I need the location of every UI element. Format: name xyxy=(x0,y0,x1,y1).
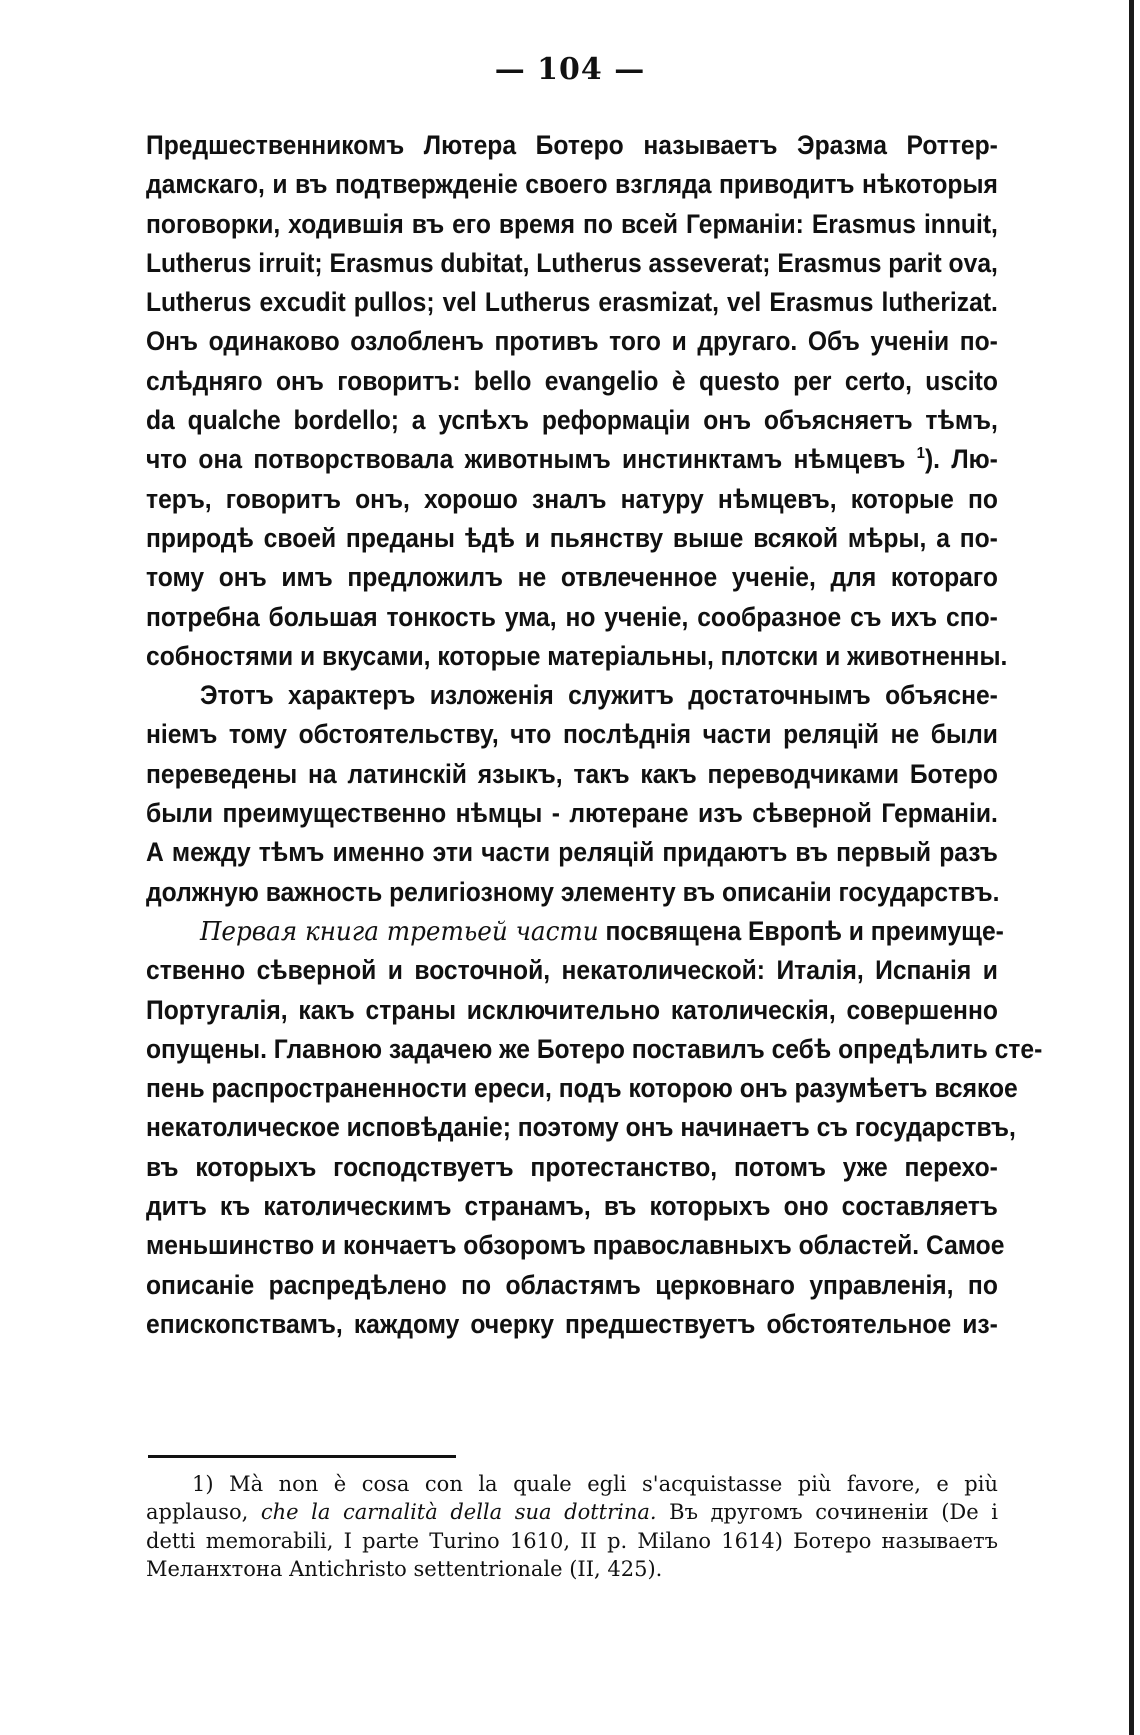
text-line: въ которыхъ господствуетъ протестанство, потомъ уже перехо- xyxy=(146,1151,998,1182)
text-line: Португалія, какъ страны исключительно католическія, совершенно xyxy=(146,994,998,1025)
text-line: поговорки, ходившія въ его время по всей Германіи: Erasmus innuit, xyxy=(146,208,998,239)
text-line: Lutherus excudit pullos; vel Lutherus erasmizat, vel Erasmus lutherizat. xyxy=(146,287,998,318)
text-line: слѣдняго онъ говоритъ: bello evangelio è questo per certo, uscito xyxy=(146,365,998,396)
text-line-with-footnote-ref xyxy=(146,440,998,479)
text-line: переведены на латинскій языкъ, такъ какъ переводчиками Ботеро xyxy=(146,758,998,789)
text-line: Lutherus irruit; Erasmus dubitat, Lutherus asseverat; Erasmus parit ova, xyxy=(146,247,998,278)
text-fragment: что она потворствовала животнымъ инстинктамъ нѣмцевъ xyxy=(146,444,906,475)
text-fragment: ). Лю- xyxy=(924,444,998,475)
text-line: природѣ своей преданы ѣдѣ и пьянству выше всякой мѣры, а по- xyxy=(146,522,998,553)
footnote-line: Меланхтона Antichristo settentrionale (II, 425). xyxy=(146,1556,663,1581)
text-line: описаніе распредѣлено по областямъ церковнаго управленія, по xyxy=(146,1269,998,1300)
text-line: Предшественникомъ Лютера Ботеро называетъ Эразма Роттер- xyxy=(146,130,998,160)
text-line: были преимущественно нѣмцы - лютеране изъ сѣверной Германіи. xyxy=(146,798,998,829)
text-line: опущены. Главною задачею же Ботеро поставилъ себѣ опредѣлить сте- xyxy=(146,1033,1043,1064)
text-fragment: посвящена Европѣ и преимуще- xyxy=(598,915,1004,946)
text-line: потребна большая тонкость ума, но ученіе, сообразное съ ихъ спо- xyxy=(146,601,998,632)
text-line: некатолическое исповѣданіе; поэтому онъ начинаетъ съ государствъ, xyxy=(146,1112,1016,1143)
text-line: А между тѣмъ именно эти части реляцій придаютъ въ первый разъ xyxy=(146,837,998,868)
footnote-mark: 1) xyxy=(192,1472,214,1496)
footnote xyxy=(146,1470,998,1583)
main-text xyxy=(146,126,1043,1344)
text-fragment: applauso, xyxy=(146,1500,261,1525)
text-line: должную важность религіозному элементу въ описаніи государствъ. xyxy=(146,876,1000,907)
footnote-line xyxy=(146,1498,998,1526)
text-line: дитъ къ католическимъ странамъ, въ которыхъ оно составляетъ xyxy=(146,1191,998,1222)
footnote-line: detti memorabili, I parte Turino 1610, II p. Milano 1614) Ботеро называетъ xyxy=(146,1528,998,1553)
text-line: da qualche bordello; а успѣхъ реформаціи онъ объясняетъ тѣмъ, xyxy=(146,405,998,436)
text-fragment: Mà non è cosa con la quale egli s'acquistasse più favore, e più xyxy=(213,1472,998,1496)
text-fragment: Въ другомъ сочиненіи (De i xyxy=(656,1500,998,1525)
page-number: — 104 — xyxy=(494,52,646,87)
binding-edge-shadow xyxy=(1129,0,1134,1735)
text-line: собностями и вкусами, которые матеріальны, плотски и животненны. xyxy=(146,640,1008,671)
footnote-separator-rule xyxy=(148,1455,456,1458)
text-line: епископствамъ, каждому очерку предшествуетъ обстоятельное из- xyxy=(146,1308,998,1339)
footnote-reference: 1 xyxy=(916,445,925,463)
text-line: ніемъ тому обстоятельству, что послѣднія части реляцій не были xyxy=(146,719,998,750)
text-line: Этотъ характеръ изложенія служитъ достаточнымъ объясне- xyxy=(199,680,998,711)
italic-lead: Первая книга третьей части xyxy=(199,915,599,947)
text-line: дамскаго, и въ подтвержденіе своего взгляда приводитъ нѣкоторыя xyxy=(146,169,998,200)
footnote-italic-quote: che la carnalità della sua dottrina. xyxy=(260,1500,657,1525)
text-line: Онъ одинаково озлобленъ противъ того и другаго. Объ ученіи по- xyxy=(146,326,998,357)
text-line: ственно сѣверной и восточной, некатолической: Италія, Испанія и xyxy=(146,955,998,986)
text-line: пень распространенности ереси, подъ которою онъ разумѣетъ всякое xyxy=(146,1073,1018,1104)
text-line: тому онъ имъ предложилъ не отвлеченное ученіе, для котораго xyxy=(146,562,998,593)
footnote-line xyxy=(146,1470,998,1498)
text-line: меньшинство и кончаетъ обзоромъ православныхъ областей. Самое xyxy=(146,1230,1005,1261)
text-line: теръ, говоритъ онъ, хорошо зналъ натуру нѣмцевъ, которые по xyxy=(146,483,998,514)
text-line-with-italic-lead xyxy=(146,912,1004,951)
